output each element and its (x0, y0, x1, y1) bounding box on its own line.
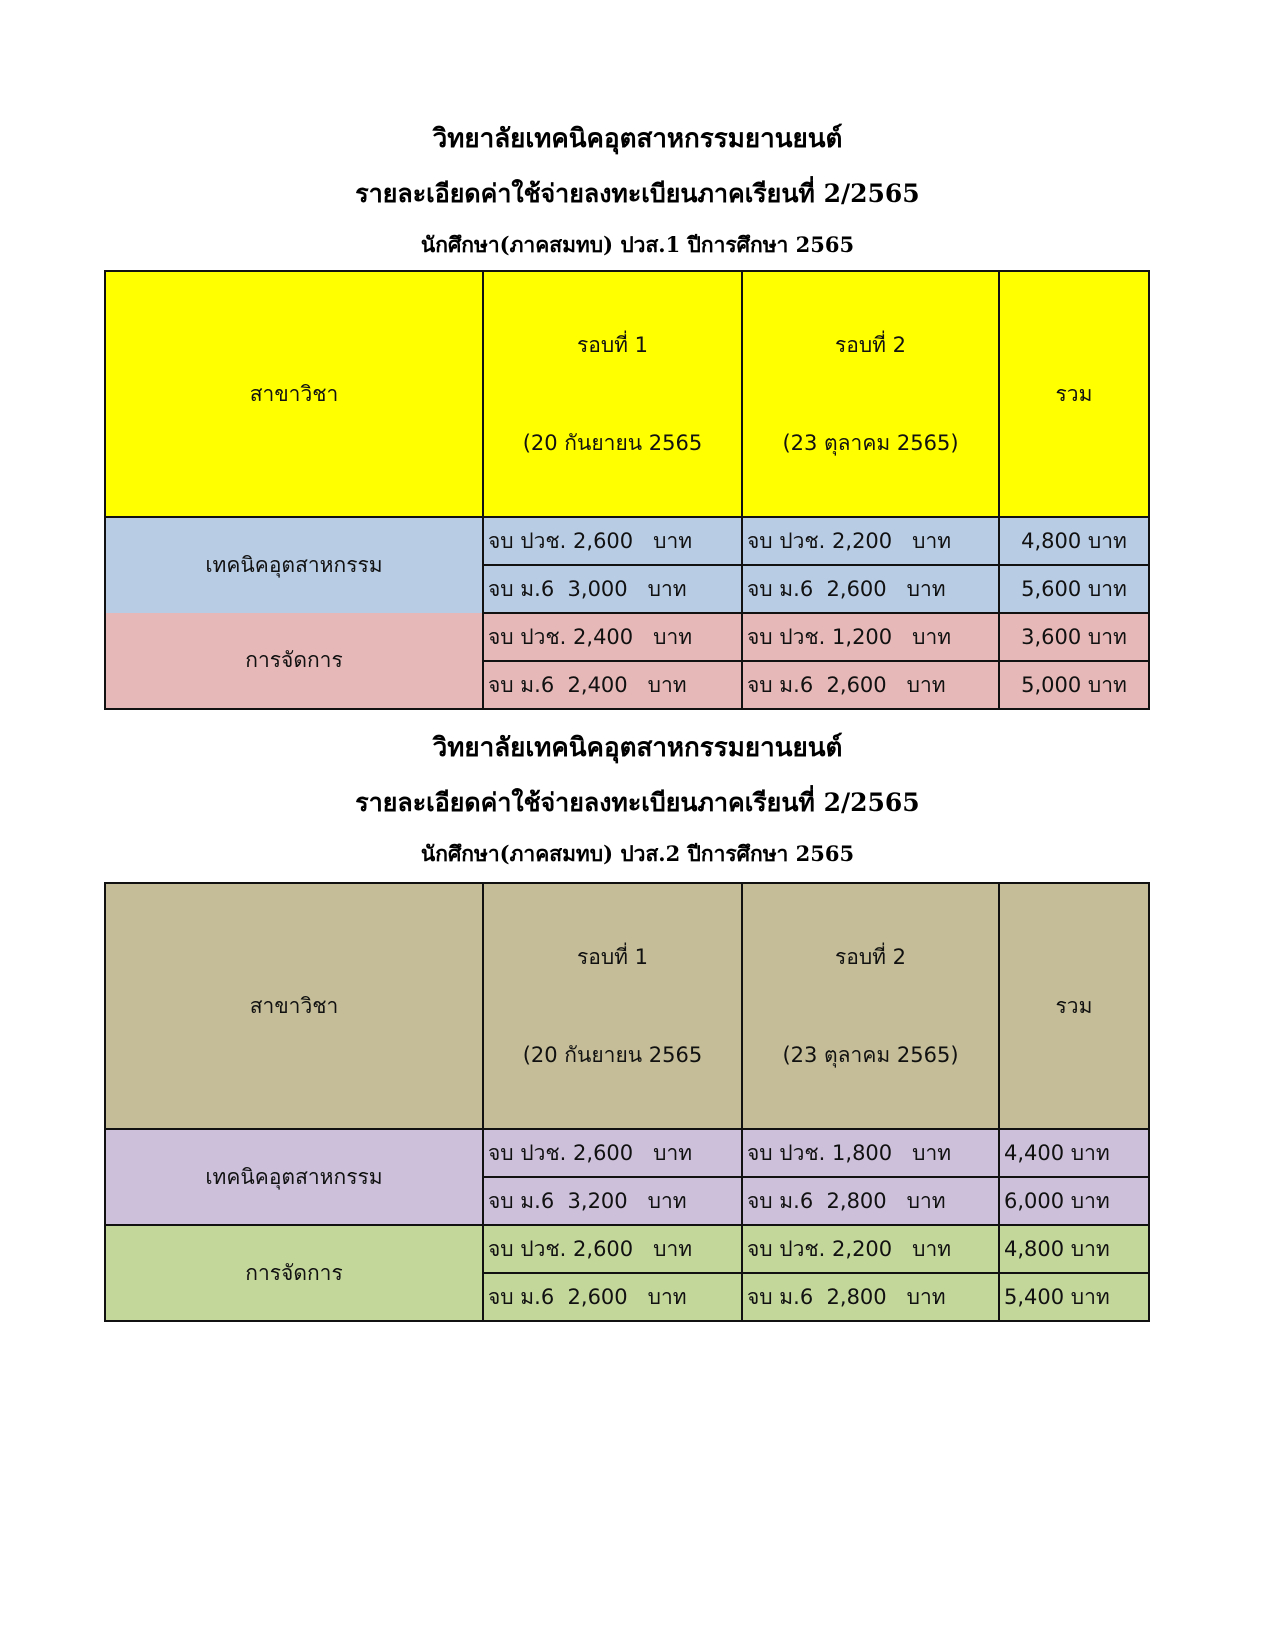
subject-cell: การจัดการ (105, 613, 483, 709)
table-header-row (105, 271, 1149, 517)
fee-details-title: รายละเอียดค่าใช้จ่ายลงทะเบียนภาคเรียนที่ 2/2565 (355, 179, 920, 208)
header-round2 (742, 883, 999, 1129)
round1-label: รอบที่ 1 (576, 333, 649, 357)
round1-fee: จบ ม.6 3,000 บาท (483, 565, 742, 613)
header-round1 (483, 883, 742, 1129)
total-fee: 5,400 บาท (999, 1273, 1149, 1321)
fee-table-year2 (104, 882, 1150, 1322)
total-fee: 4,800 บาท (999, 517, 1149, 565)
round1-date: (20 กันยายน 2565 (522, 1043, 703, 1067)
college-title: วิทยาลัยเทคนิคอุตสาหกรรมยานยนต์ (432, 124, 843, 154)
header-subject: สาขาวิชา (105, 271, 483, 517)
round1-fee: จบ ปวช. 2,600 บาท (483, 1225, 742, 1273)
table-row (105, 1129, 1149, 1177)
header-total: รวม (999, 271, 1149, 517)
round2-label: รอบที่ 2 (834, 333, 907, 357)
table-header-row (105, 883, 1149, 1129)
student-group-title: นักศึกษา(ภาคสมทบ) ปวส.2 ปีการศึกษา 2565 (420, 841, 855, 866)
subject-cell: เทคนิคอุตสาหกรรม (105, 517, 483, 613)
fee-details-title: รายละเอียดค่าใช้จ่ายลงทะเบียนภาคเรียนที่ 2/2565 (355, 788, 920, 817)
round2-fee: จบ ม.6 2,800 บาท (742, 1273, 999, 1321)
college-title: วิทยาลัยเทคนิคอุตสาหกรรมยานยนต์ (432, 733, 843, 763)
header-round1 (483, 271, 742, 517)
total-fee: 6,000 บาท (999, 1177, 1149, 1225)
round1-fee: จบ ปวช. 2,600 บาท (483, 517, 742, 565)
fee-table-year1 (104, 270, 1150, 710)
header-total: รวม (999, 883, 1149, 1129)
subject-cell: การจัดการ (105, 1225, 483, 1321)
round1-fee: จบ ม.6 2,400 บาท (483, 661, 742, 709)
round1-fee: จบ ม.6 3,200 บาท (483, 1177, 742, 1225)
round2-fee: จบ ม.6 2,600 บาท (742, 565, 999, 613)
total-fee: 5,000 บาท (999, 661, 1149, 709)
round2-date: (23 ตุลาคม 2565) (782, 1043, 959, 1067)
table-row (105, 1225, 1149, 1273)
round1-date: (20 กันยายน 2565 (522, 431, 703, 455)
round2-fee: จบ ปวช. 2,200 บาท (742, 517, 999, 565)
total-fee: 4,400 บาท (999, 1129, 1149, 1177)
total-fee: 5,600 บาท (999, 565, 1149, 613)
round2-date: (23 ตุลาคม 2565) (782, 431, 959, 455)
total-fee: 4,800 บาท (999, 1225, 1149, 1273)
total-fee: 3,600 บาท (999, 613, 1149, 661)
round2-label: รอบที่ 2 (834, 945, 907, 969)
round2-fee: จบ ปวช. 1,800 บาท (742, 1129, 999, 1177)
round2-fee: จบ ม.6 2,600 บาท (742, 661, 999, 709)
round2-fee: จบ ปวช. 2,200 บาท (742, 1225, 999, 1273)
table-row (105, 613, 1149, 661)
header-round2 (742, 271, 999, 517)
round2-fee: จบ ปวช. 1,200 บาท (742, 613, 999, 661)
round2-fee: จบ ม.6 2,800 บาท (742, 1177, 999, 1225)
table-row (105, 517, 1149, 565)
round1-fee: จบ ปวช. 2,600 บาท (483, 1129, 742, 1177)
subject-cell: เทคนิคอุตสาหกรรม (105, 1129, 483, 1225)
header-subject: สาขาวิชา (105, 883, 483, 1129)
round1-label: รอบที่ 1 (576, 945, 649, 969)
student-group-title: นักศึกษา(ภาคสมทบ) ปวส.1 ปีการศึกษา 2565 (420, 232, 855, 257)
round1-fee: จบ ม.6 2,600 บาท (483, 1273, 742, 1321)
round1-fee: จบ ปวช. 2,400 บาท (483, 613, 742, 661)
